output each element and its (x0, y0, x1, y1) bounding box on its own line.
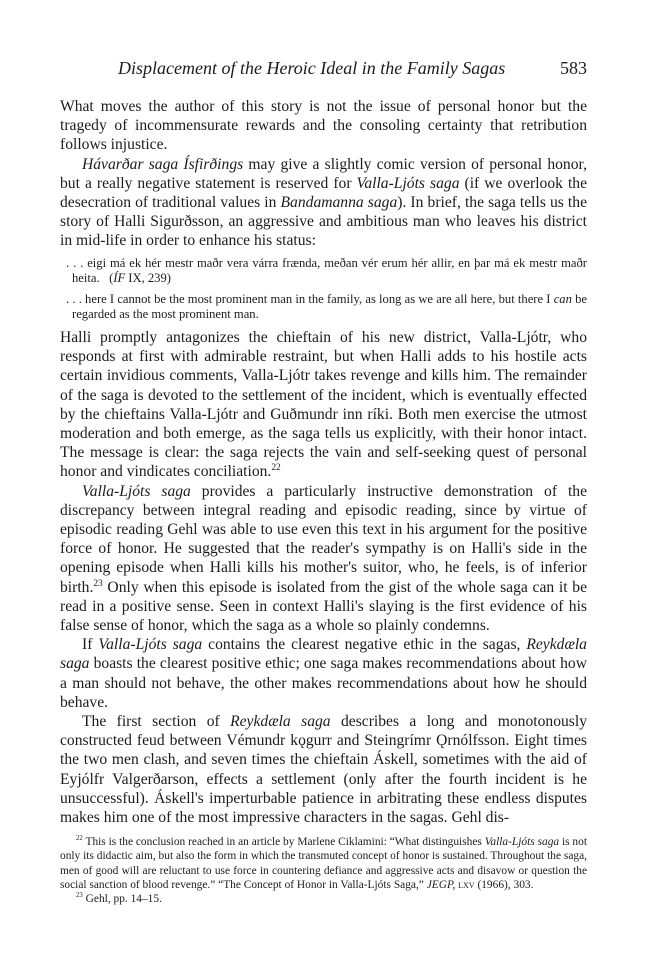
footnote-ref-22: 22 (271, 463, 281, 474)
paragraph-4-text-b: Only when this episode is isolated from the gist of the whole saga can it be read in a positive sense. Seen in context Halli's slaying is the first evidence of his false sense of honor, which the saga as a whole so plainly condemns. (60, 578, 587, 635)
quote-translation-text-a: . . . here I cannot be the most prominent man in the family, as long as we are all here, but there I (66, 291, 554, 306)
paragraph-4-text-a: provides a particularly instructive demonstration of the discrepancy between integral reading and episodic reading, since by virtue of episodic reading Gehl was able to use even this text in his argument for the positive force of honor. He suggested that the reader's sympathy is on Halli's side in the opening episode when Halli kills his mother's suitor, who, he feels, is of inferior birth. (60, 482, 587, 596)
quote-old-norse: . . . eigi má ek hér mestr maðr vera várra frænda, meðan vér erum hér allir, en þar má ek mestr maðr heita. (ÍF IX, 239) (66, 255, 587, 286)
footnote-23-text: Gehl, pp. 14–15. (82, 893, 162, 906)
footnote-22-volume: lxv (455, 878, 475, 891)
running-title: Displacement of the Heroic Ideal in the Family Sagas (118, 58, 506, 78)
running-header (60, 58, 587, 82)
footnote-22-journal: JEGP, (426, 878, 456, 891)
page-number: 583 (560, 58, 587, 78)
paragraph-5-text-b: contains the clearest negative ethic in the sagas, (202, 636, 527, 654)
paragraph-5-text-a: If (82, 636, 99, 654)
title-valla-ljots-saga-3: Valla-Ljóts saga (98, 636, 203, 654)
quote-translation (66, 292, 587, 323)
title-valla-ljots-saga: Valla-Ljóts saga (356, 174, 460, 192)
footnote-22-title: Valla-Ljóts saga (484, 836, 560, 849)
body-text (60, 97, 587, 906)
footnote-23-number: 23 (76, 892, 83, 900)
paragraph-5-text-c: boasts the clearest positive ethic; one saga makes recommendations about how a man should not behave, the other makes recommendations about how he should behave. (60, 655, 587, 711)
footnote-ref-23: 23 (93, 578, 103, 589)
block-quote (60, 256, 587, 323)
quote-old-norse-text: . . . eigi má ek hér mestr maðr vera várra frænda, meðan vér erum hér allir, en þar má ek mestr maðr heita. (66, 255, 587, 286)
paragraph-2-text-a: may give a slightly comic version of personal honor, but a really negative statement is reserved for (60, 155, 587, 192)
title-havardar-saga: Hávarðar saga Ísfirðings (82, 155, 244, 173)
paragraph-3-text: Halli promptly antagonizes the chieftain of his new district, Valla-Ljótr, who responds at first with admirable restraint, but when Halli adds to his hostile acts certain invidious comments, Valla-Ljótr takes revenge and kills him. The remainder of the saga is devoted to the settlement of the incident, which is eventually effected by the chieftains Valla-Ljótr and Guðmundr inn ríki. Both men exercise the utmost moderation and both emerge, as the saga tells us explicitly, with their honor intact. The message is clear: the saga rejects the vain and self-seeking quest of personal honor and vindicates conciliation. (60, 329, 587, 481)
paragraph-6-text-b: describes a long and monotonously constructed feud between Vémundr kǫgurr and Steingrímr Ǫrnólfsson. Eight times the two men clash, and seven times the chieftain Áskell, sometimes with the aid of Eyjólfr Valgerðarson, effects a settlement (only after the fourth incident is he unsuccessful). Áskell's imperturbable patience in arbitrating these endless disputes makes him one of the most impressive characters in the sagas. Gehl dis- (60, 713, 587, 827)
footnotes (60, 835, 587, 906)
quote-citation-ref: ÍF (113, 271, 126, 286)
paragraph-2-text-c: ). In brief, the saga tells us the story of Halli Sigurðsson, an aggressive and ambitious man who leaves his district in mid-life in order to enhance his status: (60, 194, 587, 250)
title-valla-ljots-saga-2: Valla-Ljóts saga (82, 482, 191, 500)
footnote-22-text-c: (1966), 303. (474, 878, 534, 891)
title-reykdaela-saga-2: Reykdæla saga (230, 713, 331, 731)
quote-translation-text-b: be regarded as the most prominent man. (72, 291, 587, 322)
quote-translation-emphasis: can (553, 291, 572, 306)
quote-citation-rest: IX, 239) (125, 271, 171, 286)
footnote-23 (60, 892, 587, 906)
paragraph-2-text-b: (if we overlook the desecration of traditional values in (60, 174, 587, 212)
paragraph-1 (60, 97, 587, 155)
title-reykdaela-saga: Reykdæla saga (60, 636, 587, 673)
title-bandamanna-saga: Bandamanna saga (280, 194, 398, 212)
footnote-22 (60, 835, 587, 892)
paragraph-6 (60, 712, 587, 827)
paragraph-4 (60, 482, 587, 636)
footnote-22-text-b: is not only its didactic aim, but also the form in which the transmuted concept of honor is sustained. Throughout the saga, men of good will are reluctant to use force in countering defiance and aggressive acts and disavow or question the social sanction of blood revenge.” “The Concept of Honor in Valla-Ljóts Saga,” (60, 836, 587, 891)
paragraph-1-text: What moves the author of this story is not the issue of personal honor but the tragedy of incommensurate rewards and the consoling certainty that retribution follows injustice. (60, 98, 587, 154)
footnote-22-text-a: This is the conclusion reached in an article by Marlene Ciklamini: “What distinguishes (82, 836, 485, 849)
paragraph-2 (60, 155, 587, 251)
paragraph-3 (60, 328, 587, 482)
footnote-22-number: 22 (76, 835, 83, 843)
paragraph-6-text-a: The first section of (82, 713, 231, 731)
paragraph-5 (60, 635, 587, 712)
